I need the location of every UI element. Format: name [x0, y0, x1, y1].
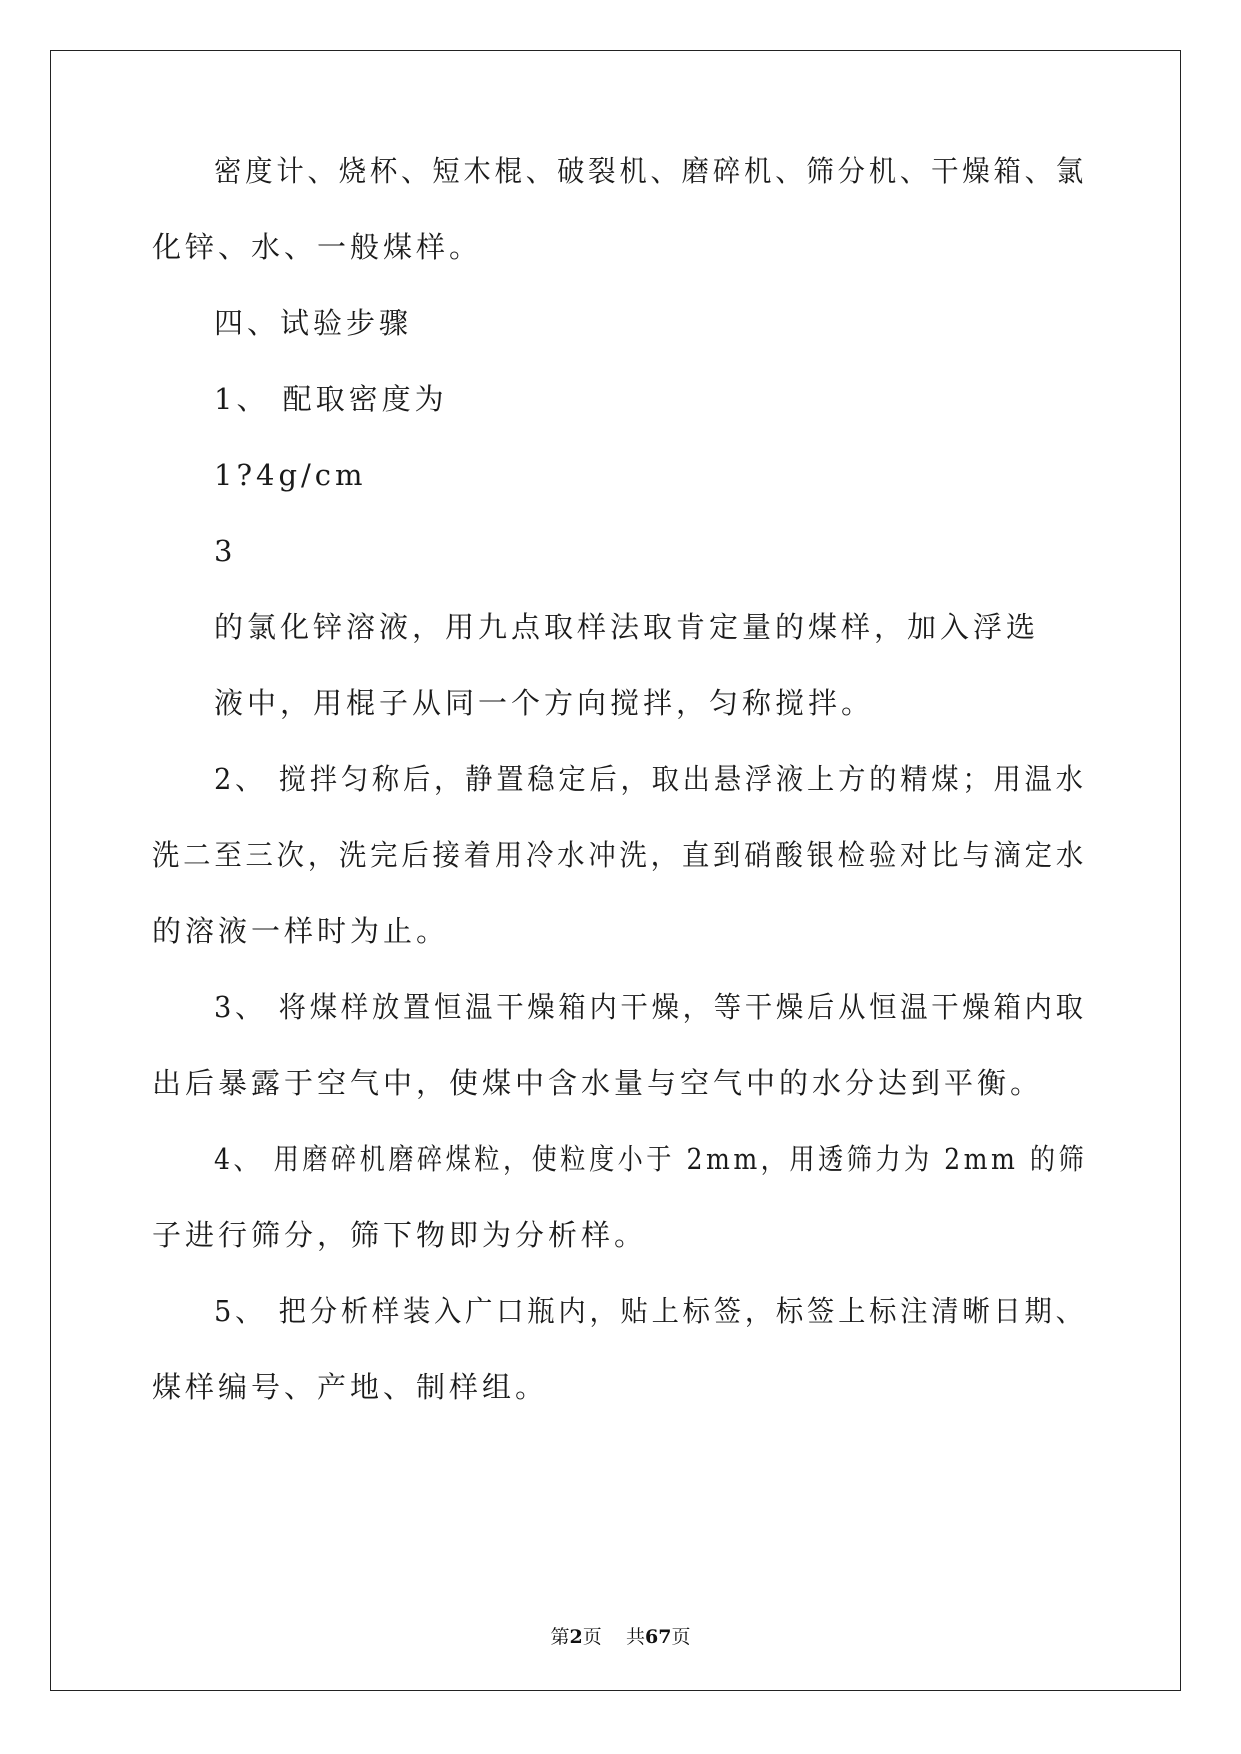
text-line: 的氯化锌溶液，用九点取样法取肯定量的煤样，加入浮选 — [214, 610, 1040, 644]
footer-total-pages: 67 — [644, 1626, 672, 1648]
text-line: 出后暴露于空气中，使煤中含水量与空气中的水分达到平衡。 — [152, 1066, 1044, 1100]
step-3: 3、 将煤样放置恒温干燥箱内干燥，等干燥后从恒温干燥箱内取 — [214, 990, 1087, 1024]
footer-page-number: 2 — [569, 1626, 583, 1648]
text-line: 洗二至三次，洗完后接着用冷水冲洗，直到硝酸银检验对比与滴定水 — [152, 838, 1088, 872]
text-line: 密度计、烧杯、短木棍、破裂机、磨碎机、筛分机、干燥箱、氯 — [214, 154, 1088, 188]
text-line: 1?4g/cm — [214, 458, 367, 492]
step-2: 2、 搅拌匀称后，静置稳定后，取出悬浮液上方的精煤；用温水 — [214, 762, 1087, 796]
text-line: 化锌、水、一般煤样。 — [152, 230, 483, 264]
text-line: 的溶液一样时为止。 — [152, 914, 450, 948]
footer-page-unit: 页 — [582, 1626, 602, 1648]
step-5: 5、 把分析样装入广口瓶内，贴上标签，标签上标注清晰日期、 — [214, 1294, 1087, 1328]
page-footer — [0, 1622, 1241, 1649]
step-1: 1、 配取密度为 — [214, 382, 448, 416]
footer-total-prefix: 共 — [625, 1626, 645, 1648]
text-line: 液中，用棍子从同一个方向搅拌，匀称搅拌。 — [214, 686, 875, 720]
step-4: 4、 用磨碎机磨碎煤粒，使粒度小于 2mm，用透筛力为 2mm 的筛 — [214, 1142, 1088, 1176]
text-line: 煤样编号、产地、制样组。 — [152, 1370, 549, 1404]
section-heading: 四、试验步骤 — [214, 306, 413, 340]
text-line: 3 — [214, 534, 237, 568]
text-line: 子进行筛分，筛下物即为分析样。 — [152, 1218, 648, 1252]
footer-prefix: 第 — [550, 1626, 570, 1648]
footer-total-unit: 页 — [671, 1626, 691, 1648]
